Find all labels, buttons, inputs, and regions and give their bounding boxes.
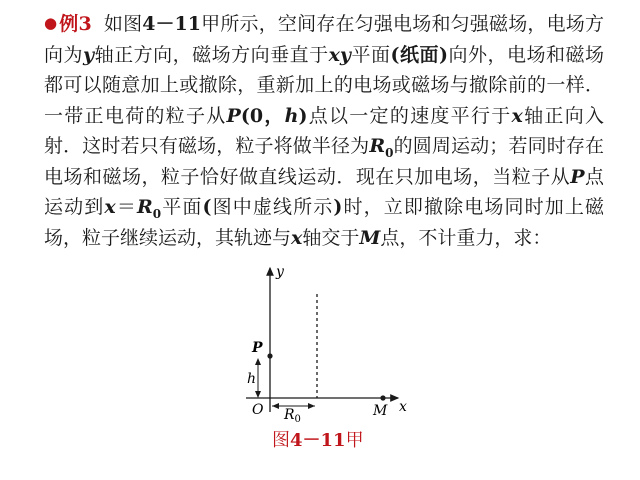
origin-label: O — [252, 402, 264, 418]
var-r: R — [369, 135, 386, 157]
bullet-icon: ● — [44, 14, 58, 32]
point-p-dot — [267, 353, 272, 358]
paren-text: ( — [202, 196, 212, 218]
h-arrow-up-icon — [255, 358, 261, 365]
problem-text: 甲所示，空间存在匀强电场和匀强磁场，电场方向为 — [44, 13, 604, 66]
problem-text: 如图 — [103, 13, 143, 35]
point-p-label: P — [252, 340, 263, 356]
problem-text: 点以一定的速度平行于 — [307, 104, 512, 127]
var-y: y — [83, 43, 95, 66]
var-x: x — [104, 196, 116, 218]
var-xy: xy — [328, 43, 351, 66]
paren-text: (纸面) — [390, 43, 448, 66]
equals-sign: ＝ — [115, 196, 137, 218]
caption-suffix: 甲 — [345, 430, 364, 451]
r0-label-sub: 0 — [294, 414, 301, 422]
var-x: x — [511, 104, 523, 127]
x-axis-label: x — [399, 399, 407, 415]
point-p: P — [226, 104, 241, 127]
point-m-label: M — [373, 403, 388, 419]
problem-text: 图中虚线所示 — [211, 196, 334, 218]
problem-statement — [44, 8, 604, 253]
y-axis-label: y — [276, 264, 284, 280]
coordinate-diagram — [236, 262, 416, 422]
var-r: R — [136, 196, 153, 218]
var-h: h — [284, 104, 299, 127]
problem-text: 平面 — [350, 43, 391, 66]
coord-close: ) — [298, 104, 308, 127]
problem-text: 时，立即撤除电场同时加上磁场，粒子继续运动，其轨迹与 — [44, 196, 604, 249]
figure-caption — [272, 426, 364, 452]
figure-ref: 4－11 — [142, 13, 201, 35]
r0-arrow-right-icon — [308, 403, 315, 409]
problem-text: 平面 — [161, 196, 203, 218]
var-x: x — [291, 226, 303, 249]
figure-diagram — [236, 262, 416, 422]
r0-label — [283, 407, 301, 422]
problem-text: 轴正向入射．这时若只有磁场，粒子将做半径为 — [44, 104, 604, 157]
problem-text: 点，不计重力，求： — [380, 226, 552, 249]
point-m-dot — [380, 395, 385, 400]
var-r-sub: 0 — [152, 206, 162, 221]
point-p: P — [570, 165, 585, 188]
example-tag: 例3 — [59, 13, 92, 35]
caption-number: 4－11 — [290, 430, 346, 451]
problem-text: 轴交于 — [302, 226, 360, 249]
h-label: h — [247, 371, 257, 387]
problem-text: 的圆周运动；若同时存在电场和磁场，粒子恰好做直线运动．现在只加电场，当粒子从 — [44, 135, 604, 188]
r0-label-main: R — [284, 407, 295, 422]
var-r-sub: 0 — [385, 145, 394, 160]
problem-text: 点运动到 — [44, 165, 604, 218]
coord-open: (0， — [240, 104, 285, 127]
paren-text: ) — [333, 196, 343, 218]
h-arrow-down-icon — [255, 391, 261, 398]
problem-text: 轴正方向，磁场方向垂直于 — [94, 43, 329, 66]
caption-prefix: 图 — [272, 430, 290, 451]
r0-arrow-left-icon — [272, 403, 279, 409]
problem-text: 向外，电场和磁场都可以随意加上或撤除，重新加上的电场或磁场与撤除前的一样．一带正电荷的粒子从 — [44, 43, 604, 127]
point-m: M — [359, 226, 381, 249]
